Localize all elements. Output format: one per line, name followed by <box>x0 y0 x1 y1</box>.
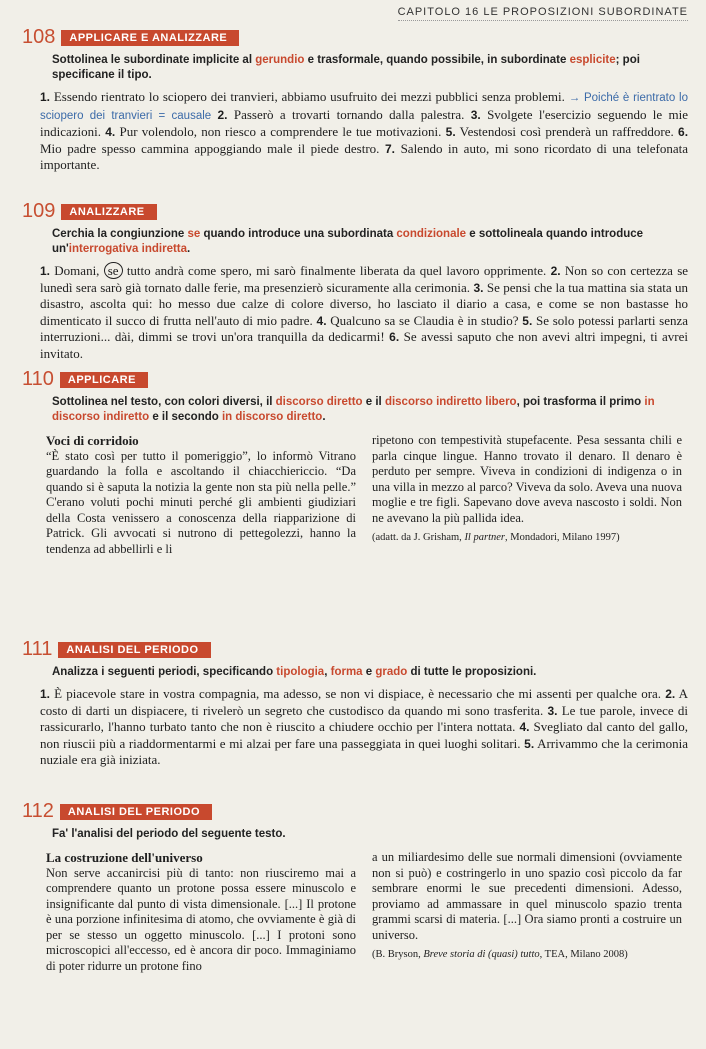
exercise-instruction: Analizza i seguenti periodi, specificando tipologia, forma e grado di tutte le proposizioni. <box>52 666 537 678</box>
exercise-111 <box>0 638 706 769</box>
exercise-110 <box>0 368 706 557</box>
exercise-sentences: 1. Essendo rientrato lo sciopero dei tranvieri, abbiamo usufruito dei mezzi pubblici senza problemi. → Poiché è rientrato lo sciopero dei tranvieri = causale 2. Passerò a trovarti tornando dalla palestra. 3. Svolgete l'esercizio seguendo le mie indicazioni. 4. Pur volendolo, non riesco a comprendere le tue motivazioni. 5. Vestendosi così prenderà un raffreddore. 6. Mio padre spesso cammina appoggiando male il piede destro. 7. Salendo in auto, mi sono ricordato di una telefonata importante. <box>40 89 689 172</box>
exercise-108 <box>0 26 706 174</box>
sentence: Qualcuno sa se Claudia è in studio? <box>330 312 519 328</box>
passage-column-right <box>372 433 682 557</box>
passage-text: “È stato così per tutto il pomeriggio”, lo informò Vitrano guardando la folla e ascoltando il chiacchiericcio. “Da quando si è saputa la notizia la gente non sta più nella pelle.” C'erano voluti pochi minuti perché gli ambienti giudiziari della Costa venissero a conoscenza della riapparizione di Patrick. Gli avvocati si nutrono di pettegolezzi, hanno la tendenza ad abbellirli e li <box>46 448 356 556</box>
running-head: CAPITOLO 16 LE PROPOSIZIONI SUBORDINATE <box>398 6 688 21</box>
passage-text: a un miliardesimo delle sue normali dimensioni (ovviamente non si può) e costringerlo in uno spazio così piccolo da far sembrare enormi le sue precedenti dimensioni. Adesso, proviamo ad ammassare in quel minuscolo spazio trenta grammi scarsi di materia. [...] Ora siamo pronti a costruire un universo. <box>372 850 682 942</box>
exercise-badge: APPLICARE E ANALIZZARE <box>61 30 239 46</box>
exercise-badge: ANALIZZARE <box>61 204 156 220</box>
sentence: Svolgete l'esercizio seguendo le mie indicazioni. <box>40 106 688 139</box>
exercise-sentences: 1. Domani, se tutto andrà come spero, mi sarò finalmente liberata da quel lavoro opprimente. 2. Non so con certezza se lunedì sera sarò già tornato dalle ferie, ma presenzierò sicuramente alla cerimonia. 3. Se pensi che la tua mattina sia stata un disastro, ascolta qui: ho messo due calze di colore diverso, ho lasciato il diario a casa, e come se non bastasse ho dimenticato il succo di frutta nell'auto di mio padre. 4. Qualcuno sa se Claudia è in studio? 5. Se solo potessi parlarti senza interruzioni... dài, dimmi se trovi un'ora tranquilla da dedicarmi! 6. Se avessi saputo che non avevi altri impegni, ti avrei invitato. <box>40 263 689 361</box>
sentence: A costo di darti un dispiacere, ti rivelerò un segreto che custodisco da quando mi sono trasferita. <box>40 686 689 718</box>
exercise-instruction: Sottolinea le subordinate implicite al gerundio e trasformale, quando possibile, in subordinate esplicite; poi specificane il tipo. <box>52 54 640 81</box>
sentence: Se avessi saputo che non avevi altri impegni, ti avrei invitato. <box>40 329 689 361</box>
sentence: Se pensi che la tua mattina sia stata un disastro, ascolta qui: ho messo due calze di colore diverso, ho lasciato il diario a casa, e come se non bastasse ho dimenticato il succo di frutta nell'auto di mio padre. <box>40 279 689 328</box>
exercise-badge: ANALISI DEL PERIODO <box>60 804 212 820</box>
passage-title: Voci di corridoio <box>46 433 139 448</box>
exercise-instruction: Fa' l'analisi del periodo del seguente testo. <box>52 828 286 840</box>
passage-title: La costruzione dell'universo <box>46 850 203 865</box>
sentence: È piacevole stare in vostra compagnia, ma adesso, se non vi dispiace, è necessario che mi assenti per qualche ora. <box>54 686 662 701</box>
exercise-badge: APPLICARE <box>60 372 148 388</box>
sentence: Svegliato dal canto del gallo, non riuscii più a riaddormentarmi e mi alzai per fare una passeggiata in quei luoghi solitari. <box>40 719 689 751</box>
reading-passage <box>46 433 682 557</box>
passage-column-right <box>372 850 682 974</box>
exercise-number: 108 <box>22 26 56 48</box>
passage-column-left <box>46 850 356 974</box>
passage-text: Non serve accanircisi più di tanto: non riusciremo mai a comprendere quanto un protone possa essere minuscolo e insignificante dal punto di vista dimensionale. [...] Il protone è una porzione infinitesima di atomo, che ovviamente è già di per se stesso un oggetto minuscolo. [...] I protoni sono microscopici all'eccesso, ed è ancora dir poco. Immaginiamo di poter ridurre un protone fino <box>46 865 356 973</box>
exercise-number: 111 <box>22 638 53 660</box>
sentence: Arrivammo che la cerimonia nuziale era già iniziata. <box>40 735 688 767</box>
sentence: Le tue parole, invece di rassicurarlo, l'hanno turbato tanto che non è riuscito a chiudere occhio per l'intera nottata. <box>40 702 688 734</box>
exercise-header <box>22 800 706 823</box>
exercise-header <box>22 200 706 223</box>
exercise-badge: ANALISI DEL PERIODO <box>58 642 210 658</box>
exercise-109 <box>0 200 706 362</box>
passage-text: ripetono con tempestività stupefacente. Pesa sessanta chili e parla cinque lingue. Hanno trovato il denaro. Il denaro è perduto per sempre. Viveva in condizioni di indigenza o in una villa in mezzo al parco? Viveva da solo. Aveva una nuova moglie e tre figli. Sapevano dove aveva nascosto i soldi. Non ne avevano la più pallida idea. <box>372 433 682 525</box>
exercise-number: 112 <box>22 800 54 822</box>
reading-passage <box>46 850 682 974</box>
exercise-number: 110 <box>22 368 54 390</box>
sentence: Essendo rientrato lo sciopero dei tranvieri, abbiamo usufruito dei mezzi pubblici senza problemi. <box>53 89 565 104</box>
passage-credit: (B. Bryson, Breve storia di (quasi) tutto, TEA, Milano 2008) <box>372 949 628 960</box>
worked-example-note: → Poiché è rientrato lo sciopero dei tranvieri = causale <box>40 92 689 122</box>
passage-column-left <box>46 433 356 557</box>
sentence: Non so con certezza se lunedì sera sarò già tornato dalle ferie, ma presenzierò sicuramente alla cerimonia. <box>40 263 689 295</box>
exercise-instruction: Sottolinea nel testo, con colori diversi, il discorso diretto e il discorso indiretto libero, poi trasforma il primo in discorso indiretto e il secondo in discorso diretto. <box>52 396 655 423</box>
sentence: Vestendosi così prenderà un raffreddore. <box>459 124 674 139</box>
exercise-header <box>22 638 706 661</box>
exercise-header <box>22 26 706 49</box>
exercise-instruction: Cerchia la congiunzione se quando introduce una subordinata condizionale e sottolineala quando introduce un'interrogativa indiretta. <box>52 228 644 255</box>
exercise-number: 109 <box>22 200 56 222</box>
sentence: Pur volendolo, non riesco a comprendere le tue motivazioni. <box>119 124 442 139</box>
exercise-header <box>22 368 706 391</box>
circled-conjunction: se <box>104 262 123 279</box>
sentence: Se solo potessi parlarti senza interruzioni... dài, dimmi se trovi un'ora tranquilla da dedicarmi! <box>40 312 689 344</box>
sentence: Salendo in auto, mi sono ricordato di una telefonata importante. <box>40 140 688 172</box>
sentence: Passerò a trovarti tornando dalla palestra. <box>233 106 465 122</box>
exercise-sentences: 1. È piacevole stare in vostra compagnia, ma adesso, se non vi dispiace, è necessario che mi assenti per qualche ora. 2. A costo di darti un dispiacere, ti rivelerò un segreto che custodisco da quando mi sono trasferita. 3. Le tue parole, invece di rassicurarlo, l'hanno turbato tanto che non è riuscito a chiudere occhio per l'intera nottata. 4. Svegliato dal canto del gallo, non riuscii più a riaddormentarmi e mi alzai per fare una passeggiata in quei luoghi solitari. 5. Arrivammo che la cerimonia nuziale era già iniziata. <box>40 686 689 767</box>
exercise-112 <box>0 800 706 974</box>
sentence: Mio padre spesso cammina appoggiando male il piede destro. <box>40 140 380 156</box>
passage-credit: (adatt. da J. Grisham, Il partner, Mondadori, Milano 1997) <box>372 532 620 543</box>
